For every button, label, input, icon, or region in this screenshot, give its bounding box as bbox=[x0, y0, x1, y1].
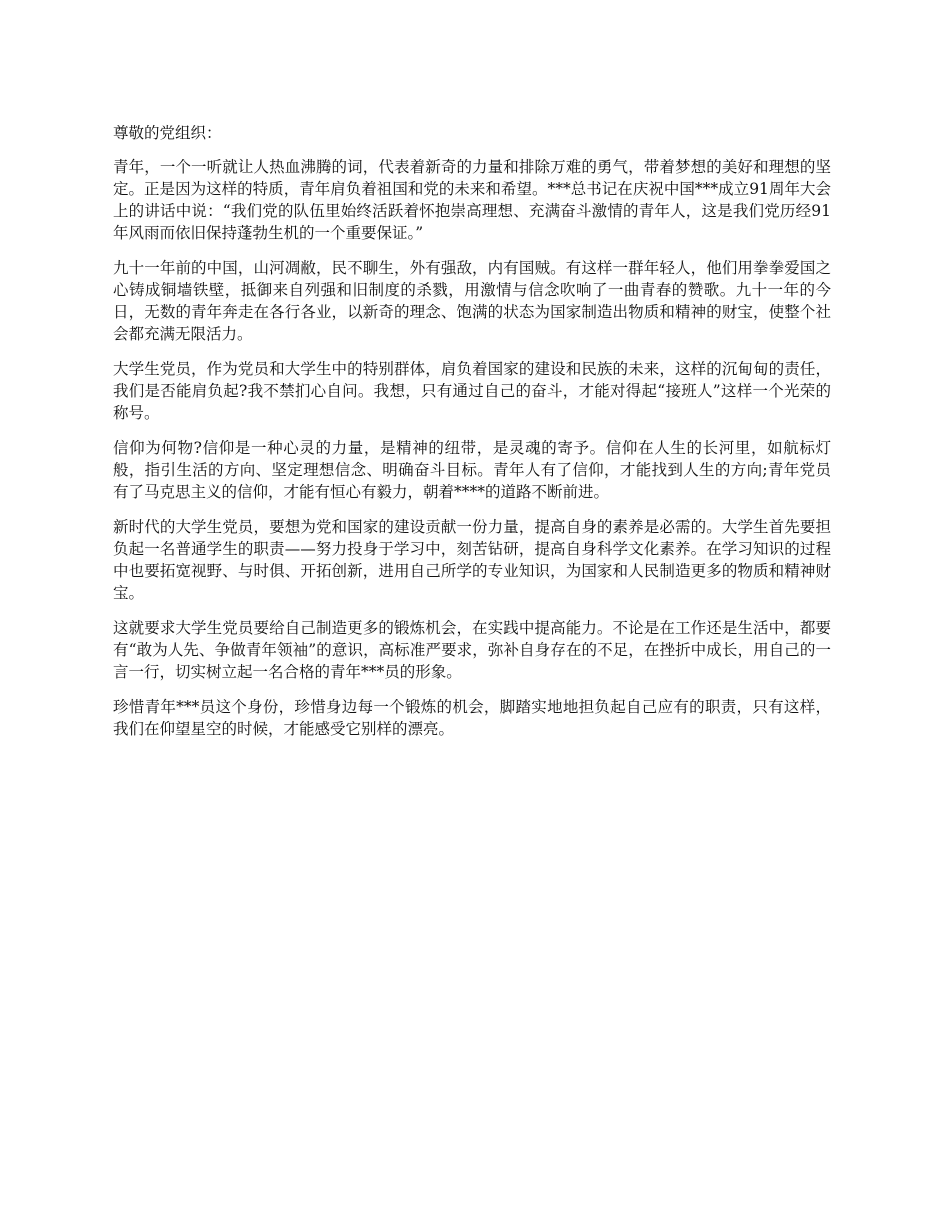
paragraph: 九十一年前的中国，山河凋敝，民不聊生，外有强敌，内有国贼。有这样一群年轻人，他们用拳拳爱国之心铸成铜墙铁壁，抵御来自列强和旧制度的杀戮，用激情与信念吹响了一曲青春的赞歌。九十一年的今日，无数的青年奔走在各行各业，以新奇的理念、饱满的状态为国家制造出物质和精神的财宝，使整个社会都充满无限活力。 bbox=[113, 259, 831, 343]
paragraph: 珍惜青年***员这个身份，珍惜身边每一个锻炼的机会，脚踏实地地担负起自己应有的职责，只有这样，我们在仰望星空的时候，才能感受它别样的漂亮。 bbox=[113, 698, 831, 738]
paragraph: 大学生党员，作为党员和大学生中的特别群体，肩负着国家的建设和民族的未来，这样的沉甸甸的责任，我们是否能肩负起?我不禁扪心自问。我想，只有通过自己的奋斗，才能对得起“接班人”这样一个光荣的称号。 bbox=[113, 360, 831, 422]
paragraph: 信仰为何物?信仰是一种心灵的力量，是精神的纽带，是灵魂的寄予。信仰在人生的长河里，如航标灯般，指引生活的方向、坚定理想信念、明确奋斗目标。青年人有了信仰，才能找到人生的方向;青年党员有了马克思主义的信仰，才能有恒心有毅力，朝着****的道路不断前进。 bbox=[113, 439, 831, 501]
paragraph: 新时代的大学生党员，要想为党和国家的建设贡献一份力量，提高自身的素养是必需的。大学生首先要担负起一名普通学生的职责——努力投身于学习中，刻苦钻研，提高自身科学文化素养。在学习知识的过程中也要拓宽视野、与时俱、开拓创新，进用自己所学的专业知识，为国家和人民制造更多的物质和精神财宝。 bbox=[113, 518, 831, 602]
paragraph: 青年，一个一听就让人热血沸腾的词，代表着新奇的力量和排除万难的勇气，带着梦想的美好和理想的坚定。正是因为这样的特质，青年肩负着祖国和党的未来和希望。***总书记在庆祝中国***成立91周年大会上的讲话中说：“我们党的队伍里始终活跃着怀抱崇高理想、充满奋斗激情的青年人，这是我们党历经91年风雨而依旧保持蓬勃生机的一个重要保证。” bbox=[113, 158, 831, 242]
paragraph: 这就要求大学生党员要给自己制造更多的锻炼机会，在实践中提高能力。不论是在工作还是生活中，都要有“敢为人先、争做青年领袖”的意识，高标准严要求，弥补自身存在的不足，在挫折中成长，用自己的一言一行，切实树立起一名合格的青年***员的形象。 bbox=[113, 619, 831, 681]
document-body bbox=[113, 122, 831, 753]
salutation: 尊敬的党组织： bbox=[113, 124, 222, 142]
